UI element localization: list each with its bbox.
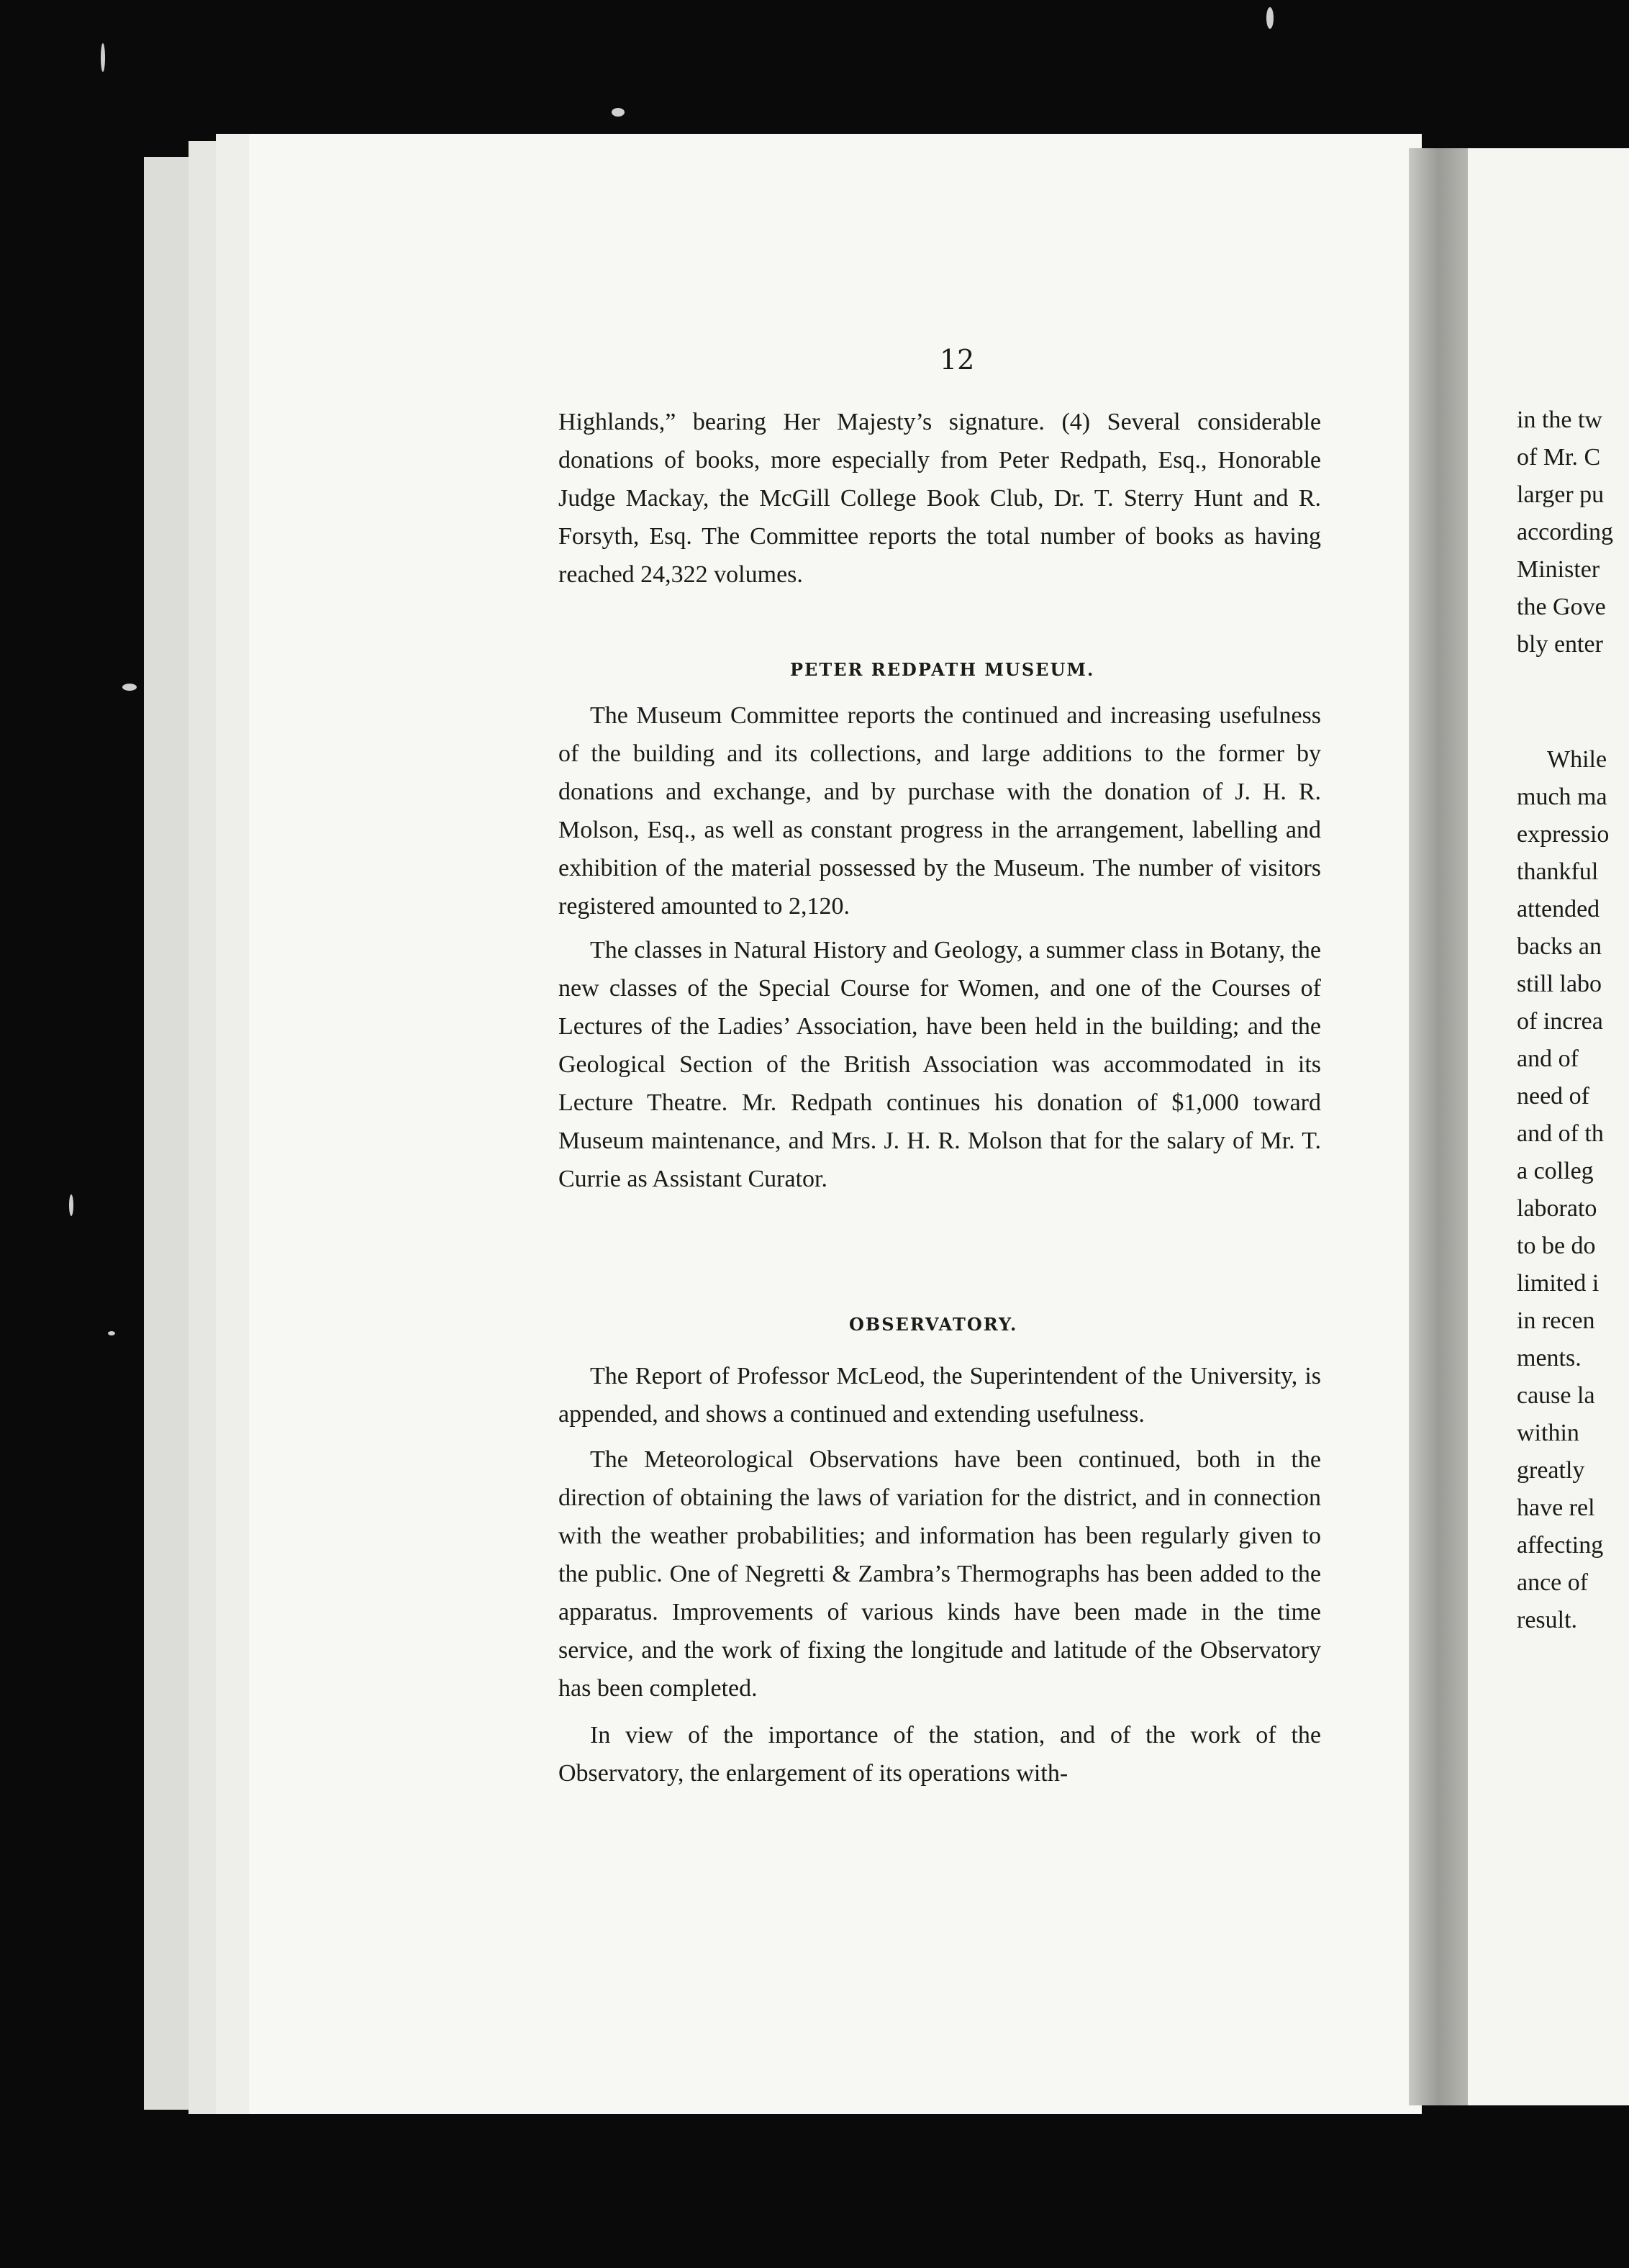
facing-line: cause la <box>1517 1382 1595 1409</box>
facing-line: a colleg <box>1517 1158 1594 1184</box>
facing-line: limited i <box>1517 1270 1599 1297</box>
facing-line: While <box>1547 746 1607 773</box>
page-number: 12 <box>940 344 975 376</box>
museum-paragraph: The classes in Natural History and Geology, a summer class in Botany, the new classes of the Special Course for Women, and one of the Courses of Lectures of the Ladies’ Association, have been held in the building; and the Geological Section of the British Association was accommodated in its Lecture Theatre. Mr. Redpath continues his donation of $1,000 toward Museum maintenance, and Mrs. J. H. R. Molson that for the salary of Mr. T. Currie as Assistant Curator. <box>558 937 1321 1192</box>
facing-line: greatly <box>1517 1457 1585 1484</box>
facing-line: backs an <box>1517 933 1602 960</box>
facing-line: of Mr. C <box>1517 444 1601 471</box>
facing-line: in recen <box>1517 1307 1595 1334</box>
section-heading-museum: PETER REDPATH MUSEUM. <box>790 659 1095 680</box>
facing-line: attended <box>1517 896 1600 922</box>
facing-page-text-top <box>1517 402 1629 663</box>
museum-paragraph: The Museum Committee reports the continued and increasing usefulness of the building and its collections, and large additions to the former by donations and exchange, and by purchase with the donation of J. H. R. Molson, Esq., as well as constant progress in the arrangement, labelling and exhibition of the material possessed by the Museum. The number of visitors registered amounted to 2,120. <box>558 702 1321 920</box>
facing-line: affecting <box>1517 1532 1604 1559</box>
facing-line: still labo <box>1517 971 1602 997</box>
facing-line: larger pu <box>1517 481 1605 508</box>
section-heading-observatory: OBSERVATORY. <box>849 1314 1018 1335</box>
facing-line: the Gove <box>1517 594 1606 620</box>
observatory-section <box>558 1357 1321 1792</box>
opening-paragraph-block <box>558 403 1321 594</box>
observatory-paragraph: The Report of Professor McLeod, the Superintendent of the University, is appended, and shows a continued and extending usefulness. <box>558 1363 1321 1428</box>
facing-page-text-bottom <box>1547 741 1629 779</box>
facing-page-text-bottom <box>1517 779 1629 1639</box>
facing-line: ance of <box>1517 1569 1589 1596</box>
facing-line: result. <box>1517 1607 1578 1633</box>
facing-line: and of <box>1517 1045 1579 1072</box>
facing-line: within <box>1517 1420 1579 1446</box>
facing-line: according <box>1517 519 1614 545</box>
observatory-paragraph: In view of the importance of the station, and of the work of the Observatory, the enlargement of its operations with- <box>558 1722 1321 1787</box>
facing-line: bly enter <box>1517 631 1603 658</box>
opening-paragraph: Highlands,” bearing Her Majesty’s signature. (4) Several considerable donations of books, more especially from Peter Redpath, Esq., Honorable Judge Mackay, the McGill College Book Club, Dr. T. Sterry Hunt and R. Forsyth, Esq. The Committee reports the total number of books as having reached 24,322 volumes. <box>558 409 1321 588</box>
facing-line: laborato <box>1517 1195 1597 1222</box>
facing-line: ments. <box>1517 1345 1582 1371</box>
facing-line: in the tw <box>1517 407 1602 433</box>
book-gutter <box>1409 148 1475 2105</box>
facing-line: Minister <box>1517 556 1600 583</box>
facing-line: have rel <box>1517 1494 1595 1521</box>
observatory-paragraph: The Meteorological Observations have been continued, both in the direction of obtaining the laws of variation for the district, and in connection with the weather probabilities; and information has been regularly given to the public. One of Negretti & Zambra’s Thermographs has been added to the apparatus. Improvements of various kinds have been made in the time service, and the work of fixing the longitude and latitude of the Observatory has been completed. <box>558 1446 1321 1702</box>
facing-line: much ma <box>1517 784 1607 810</box>
facing-line: need of <box>1517 1083 1590 1110</box>
facing-line: of increa <box>1517 1008 1603 1035</box>
museum-section <box>558 697 1321 1198</box>
facing-line: thankful <box>1517 858 1599 885</box>
facing-line: and of th <box>1517 1120 1604 1147</box>
facing-line: expressio <box>1517 821 1610 848</box>
facing-line: to be do <box>1517 1233 1596 1259</box>
